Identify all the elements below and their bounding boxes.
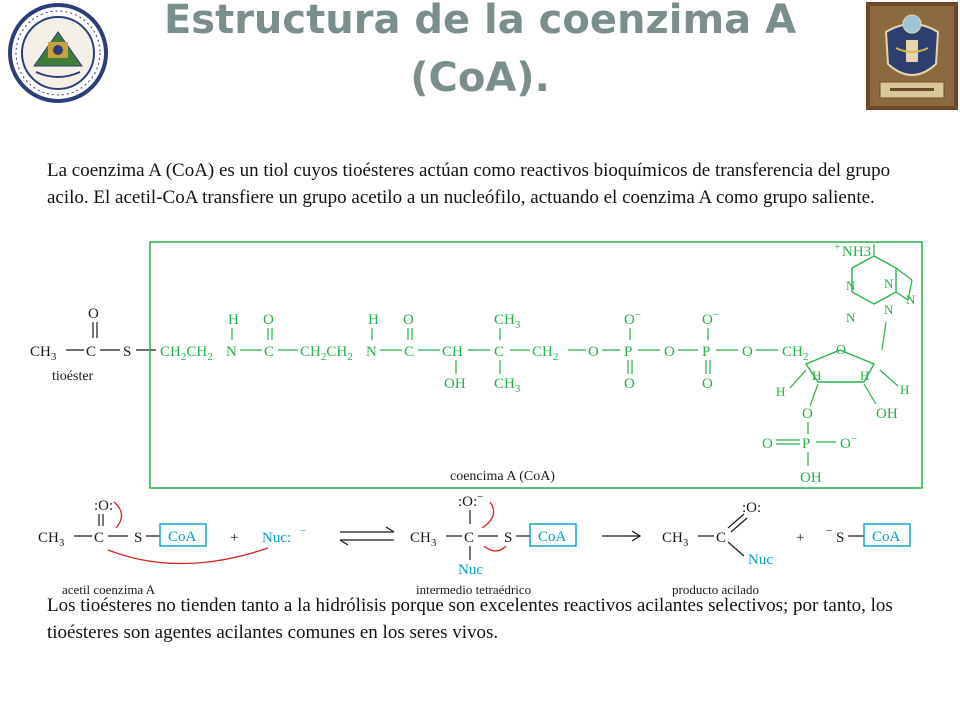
svg-text:P: P — [624, 344, 633, 360]
svg-text:C: C — [494, 344, 505, 360]
svg-text:N: N — [846, 310, 856, 325]
svg-text:N: N — [884, 276, 894, 291]
svg-text:O: O — [88, 306, 99, 322]
svg-text:H: H — [776, 384, 786, 399]
svg-text:C: C — [404, 344, 415, 360]
svg-text:O: O — [702, 376, 713, 392]
svg-text:N: N — [846, 278, 856, 293]
svg-text:OH: OH — [800, 470, 822, 486]
svg-text:O: O — [263, 312, 274, 328]
svg-text:O−: O− — [702, 309, 720, 328]
svg-text:O: O — [624, 376, 635, 392]
svg-text:CH2CH2: $CH_2CH_2$ — [160, 344, 213, 363]
coenzyme-a-label: coencima A (CoA) — [450, 469, 555, 484]
svg-text:H: H — [812, 368, 822, 383]
svg-text:H: H — [368, 312, 379, 328]
university-seal-logo — [4, 2, 112, 104]
coa-label-right: CoA — [872, 529, 901, 545]
svg-text:CH2: $CH_2$ — [532, 344, 559, 363]
nuc-label-middle: Nuc — [458, 562, 483, 578]
thioester-label: tioéster — [52, 369, 94, 384]
svg-text:O: O — [742, 344, 753, 360]
svg-text:−: − — [300, 525, 307, 537]
svg-text:−: − — [826, 525, 833, 537]
ch3-group: $CH_3$ — [30, 344, 57, 363]
nuc-label-right: Nuc — [748, 552, 773, 568]
coenzyme-a-structure-diagram — [0, 238, 960, 598]
slide-title-line1: Estructura de la coenzima A — [163, 0, 797, 43]
svg-text:O: O — [836, 343, 847, 358]
svg-text:S: S — [836, 530, 845, 546]
svg-text:C: C — [264, 344, 275, 360]
svg-text::O:: :O: — [742, 500, 762, 516]
svg-text:H: H — [228, 312, 239, 328]
slide-title-line2: (CoA). — [410, 55, 550, 101]
svg-text:O: O — [762, 436, 773, 452]
svg-text:N: N — [884, 302, 894, 317]
tetrahedral-intermediate-label: intermedio tetraédrico — [416, 582, 532, 597]
svg-text:S: S — [123, 344, 132, 360]
plus-sign-2: + — [796, 530, 805, 546]
svg-text:S: S — [504, 530, 513, 546]
coa-label-left: CoA — [168, 529, 197, 545]
svg-text:O: O — [403, 312, 414, 328]
svg-text:O: O — [802, 406, 813, 422]
svg-text:CH2: $CH_2$ — [782, 344, 809, 363]
svg-text:P: P — [702, 344, 711, 360]
svg-text:C: C — [86, 344, 97, 360]
coa-label-middle: CoA — [538, 529, 567, 545]
svg-text:CH3: $CH_3$ — [494, 376, 521, 395]
amino-charge: + — [834, 241, 841, 253]
svg-text:O: O — [664, 344, 675, 360]
plus-sign-1: + — [230, 530, 239, 546]
faculty-crest-logo — [866, 2, 958, 110]
svg-text:N: N — [906, 292, 916, 307]
svg-text:CH3: $CH_3$ — [494, 312, 521, 331]
svg-text:CH3: $CH_3$ — [38, 530, 65, 549]
svg-text:O: O — [588, 344, 599, 360]
svg-text:N: N — [366, 344, 377, 360]
intro-paragraph: La coenzima A (CoA) es un tiol cuyos tioésteres actúan como reactivos bioquímicos de transferencia del grupo acilo. El acetil-CoA transfiere un grupo acetilo a un nucleófilo, actuando el coenzima A como grupo saliente. — [47, 160, 891, 208]
svg-text:N: N — [226, 344, 237, 360]
svg-text:H: H — [900, 382, 910, 397]
svg-text:C: C — [94, 530, 105, 546]
nucleophile-reagent: Nuc: — [262, 530, 292, 546]
svg-text:C: C — [464, 530, 475, 546]
svg-text:CH3: $CH_3$ — [410, 530, 437, 549]
svg-text:CH2CH2: $CH_2CH_2$ — [300, 344, 353, 363]
amino-group: NH3 — [842, 244, 872, 260]
conclusion-paragraph: Los tioésteres no tienden tanto a la hidrólisis porque son excelentes reactivos acilantes selectivos; por tanto, los tioésteres son agentes acilantes comunes en los seres vivos. — [47, 595, 893, 643]
svg-text:H: H — [860, 368, 870, 383]
svg-text:O−: O− — [624, 309, 642, 328]
acetyl-coa-label: acetil coenzima A — [62, 582, 156, 597]
svg-text::O:−: :O:− — [458, 491, 484, 510]
svg-text:O−: O− — [840, 433, 858, 452]
svg-text::O:: :O: — [94, 498, 114, 514]
svg-text:OH: OH — [444, 376, 466, 392]
svg-text:CH3: $CH_3$ — [662, 530, 689, 549]
svg-text:C: C — [716, 530, 727, 546]
svg-text:S: S — [134, 530, 143, 546]
svg-text:P: P — [802, 436, 811, 452]
acylated-product-label: producto acilado — [672, 582, 759, 597]
svg-text:OH: OH — [876, 406, 898, 422]
svg-text:CH: CH — [442, 344, 463, 360]
